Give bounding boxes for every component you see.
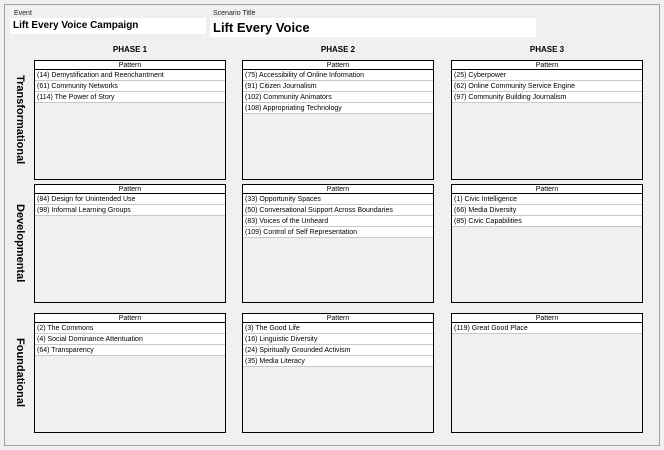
pattern-panel-developmental-phase-2: [242, 184, 434, 303]
row-label-transformational: [10, 60, 30, 180]
pattern-column-header: Pattern: [452, 61, 642, 70]
pattern-list-item[interactable]: (24) Spiritually Grounded Activism: [243, 345, 433, 356]
pattern-column-header: Pattern: [243, 314, 433, 323]
pattern-list-item[interactable]: (62) Online Community Service Engine: [452, 81, 642, 92]
pattern-list-item[interactable]: (2) The Commons: [35, 323, 225, 334]
pattern-panel-transformational-phase-2: [242, 60, 434, 180]
pattern-list-item[interactable]: (119) Great Good Place: [452, 323, 642, 334]
pattern-list-item[interactable]: (25) Cyberpower: [452, 70, 642, 81]
pattern-panel-developmental-phase-3: [451, 184, 643, 303]
pattern-list-item[interactable]: (98) Informal Learning Groups: [35, 205, 225, 216]
pattern-list-item[interactable]: (114) The Power of Story: [35, 92, 225, 103]
pattern-panel-transformational-phase-3: [451, 60, 643, 180]
row-label-text: Foundational: [14, 338, 26, 408]
pattern-column-header: Pattern: [243, 185, 433, 194]
pattern-list-item[interactable]: (1) Civic Intelligence: [452, 194, 642, 205]
pattern-list-item[interactable]: (64) Transparency: [35, 345, 225, 356]
pattern-list-item[interactable]: (66) Media Diversity: [452, 205, 642, 216]
pattern-list-item[interactable]: (102) Community Animators: [243, 92, 433, 103]
pattern-list-item[interactable]: (4) Social Dominance Attentuation: [35, 334, 225, 345]
pattern-list-item[interactable]: (91) Citizen Journalism: [243, 81, 433, 92]
pattern-list-item[interactable]: (14) Demystification and Reenchantment: [35, 70, 225, 81]
pattern-panel-developmental-phase-1: [34, 184, 226, 303]
phase-1-heading: PHASE 1: [112, 45, 148, 54]
pattern-column-header: Pattern: [35, 61, 225, 70]
event-field[interactable]: Lift Every Voice Campaign: [10, 18, 206, 34]
pattern-column-header: Pattern: [35, 314, 225, 323]
pattern-list-item[interactable]: (16) Linguistic Diversity: [243, 334, 433, 345]
pattern-column-header: Pattern: [452, 185, 642, 194]
pattern-list-item[interactable]: (33) Opportunity Spaces: [243, 194, 433, 205]
row-label-developmental: [10, 184, 30, 303]
row-label-text: Developmental: [14, 204, 26, 283]
pattern-column-header: Pattern: [452, 314, 642, 323]
pattern-list-item[interactable]: (84) Design for Unintended Use: [35, 194, 225, 205]
pattern-list-item[interactable]: (75) Accessibility of Online Information: [243, 70, 433, 81]
pattern-panel-foundational-phase-2: [242, 313, 434, 433]
pattern-list-item[interactable]: (50) Conversational Support Across Boundaries: [243, 205, 433, 216]
pattern-list-item[interactable]: (108) Appropriating Technology: [243, 103, 433, 114]
scenario-title-label: Scenario Title: [213, 10, 256, 17]
event-label: Event: [14, 10, 32, 17]
row-label-foundational: [10, 313, 30, 433]
pattern-list-item[interactable]: (61) Community Networks: [35, 81, 225, 92]
pattern-column-header: Pattern: [35, 185, 225, 194]
pattern-list-item[interactable]: (109) Control of Self Representation: [243, 227, 433, 238]
scenario-title-field[interactable]: Lift Every Voice: [210, 18, 536, 37]
pattern-list-item[interactable]: (3) The Good Life: [243, 323, 433, 334]
pattern-column-header: Pattern: [243, 61, 433, 70]
row-label-text: Transformational: [14, 75, 26, 165]
pattern-list-item[interactable]: (97) Community Building Journalism: [452, 92, 642, 103]
pattern-list-item[interactable]: (83) Voices of the Unheard: [243, 216, 433, 227]
phase-3-heading: PHASE 3: [529, 45, 565, 54]
pattern-list-item[interactable]: (85) Civic Capabilities: [452, 216, 642, 227]
phase-2-heading: PHASE 2: [320, 45, 356, 54]
pattern-list-item[interactable]: (35) Media Literacy: [243, 356, 433, 367]
pattern-panel-foundational-phase-1: [34, 313, 226, 433]
pattern-panel-foundational-phase-3: [451, 313, 643, 433]
pattern-panel-transformational-phase-1: [34, 60, 226, 180]
